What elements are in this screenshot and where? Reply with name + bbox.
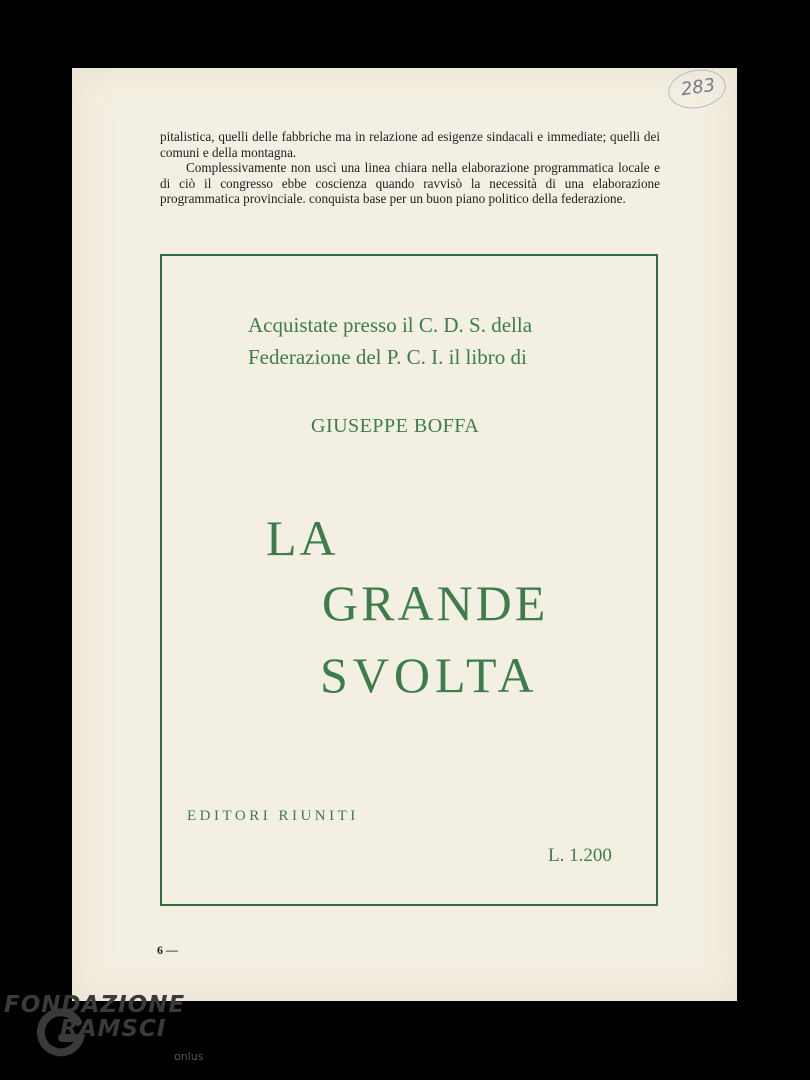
handwritten-page-annotation: 283 <box>679 74 717 100</box>
body-paragraph-1: pitalistica, quelli delle fabbriche ma in relazione ad esigenze sindacali e immediate; quelli dei comuni e della montagna. <box>160 129 660 160</box>
advert-intro <box>248 309 532 373</box>
logo-line-1: FONDAZIONE <box>4 992 186 1018</box>
advert-intro-line-1: Acquistate presso il C. D. S. della <box>248 313 533 337</box>
book-title-line-1: LA <box>266 510 339 566</box>
book-price: L. 1.200 <box>548 845 612 866</box>
book-author: GIUSEPPE BOFFA <box>311 415 480 437</box>
body-paragraph-2: Complessivamente non uscì una linea chiara nella elaborazione programmatica locale e di ciò il congresso ebbe coscienza quando ravvisò la necessità di una elaborazione programmatica provinciale. conquista base per un buon piano politico della federazione. <box>160 160 660 207</box>
book-title-line-2: GRANDE <box>322 575 549 631</box>
logo-suffix: onlus <box>174 1050 204 1063</box>
body-text <box>160 129 660 207</box>
page-number: 6 — <box>157 943 178 957</box>
advert-intro-line-2: Federazione del P. C. I. il libro di <box>248 345 527 369</box>
publisher-name: EDITORI RIUNITI <box>187 808 359 824</box>
fondazione-gramsci-logo <box>4 990 204 1075</box>
book-title-line-3: SVOLTA <box>320 647 539 703</box>
logo-line-2: RAMSCI <box>60 1016 167 1042</box>
